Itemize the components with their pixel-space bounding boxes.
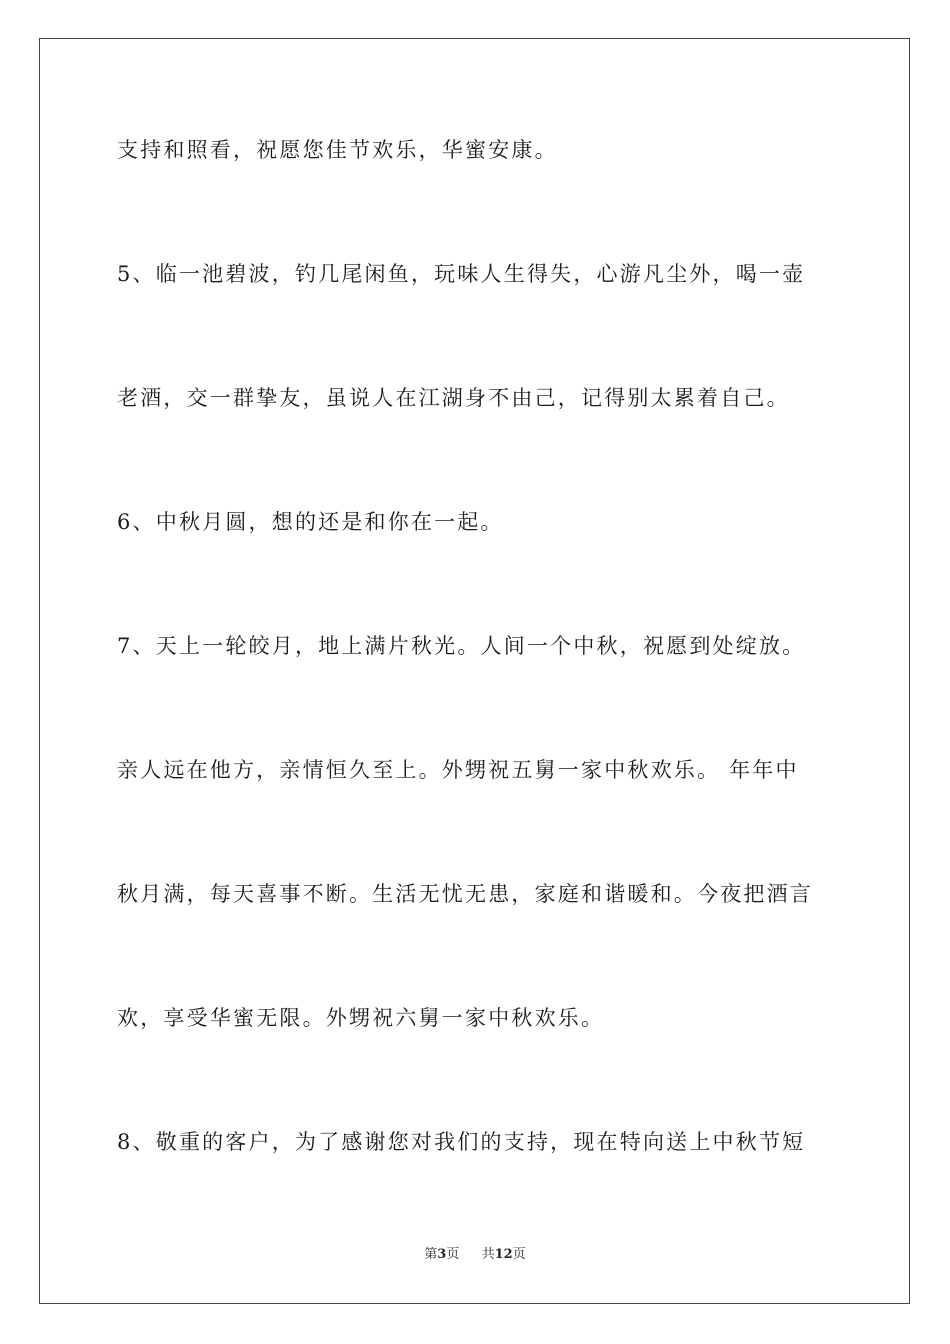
total-suffix: 页 (512, 1247, 526, 1262)
text-line: 亲人远在他方，亲情恒久至上。外甥祝五舅一家中秋欢乐。 年年中 (117, 758, 799, 782)
page-footer (0, 1246, 950, 1264)
page-suffix: 页 (446, 1247, 460, 1262)
page-indicator (424, 1246, 459, 1264)
text-line: 5、临一池碧波，钓几尾闲鱼，玩味人生得失，心游凡尘外，喝一壶 (117, 262, 806, 286)
page-number: 3 (437, 1247, 447, 1262)
total-pages-indicator (482, 1246, 526, 1264)
text-line: 欢，享受华蜜无限。外甥祝六舅一家中秋欢乐。 (117, 1006, 605, 1030)
text-line: 8、敬重的客户，为了感谢您对我们的支持，现在特向送上中秋节短 (117, 1130, 806, 1154)
page-prefix: 第 (424, 1247, 438, 1262)
text-line: 支持和照看，祝愿您佳节欢乐，华蜜安康。 (117, 138, 558, 162)
text-line: 7、天上一轮皎月，地上满片秋光。人间一个中秋，祝愿到处绽放。 (117, 634, 806, 658)
page-border (39, 38, 910, 1304)
text-line: 秋月满，每天喜事不断。生活无忧无患，家庭和谐暖和。今夜把酒言 (117, 882, 813, 906)
text-line: 6、中秋月圆，想的还是和你在一起。 (117, 510, 504, 534)
text-line: 老酒，交一群挚友，虽说人在江湖身不由己，记得别太累着自己。 (117, 386, 790, 410)
total-prefix: 共 (481, 1247, 495, 1262)
total-pages: 12 (494, 1247, 513, 1262)
